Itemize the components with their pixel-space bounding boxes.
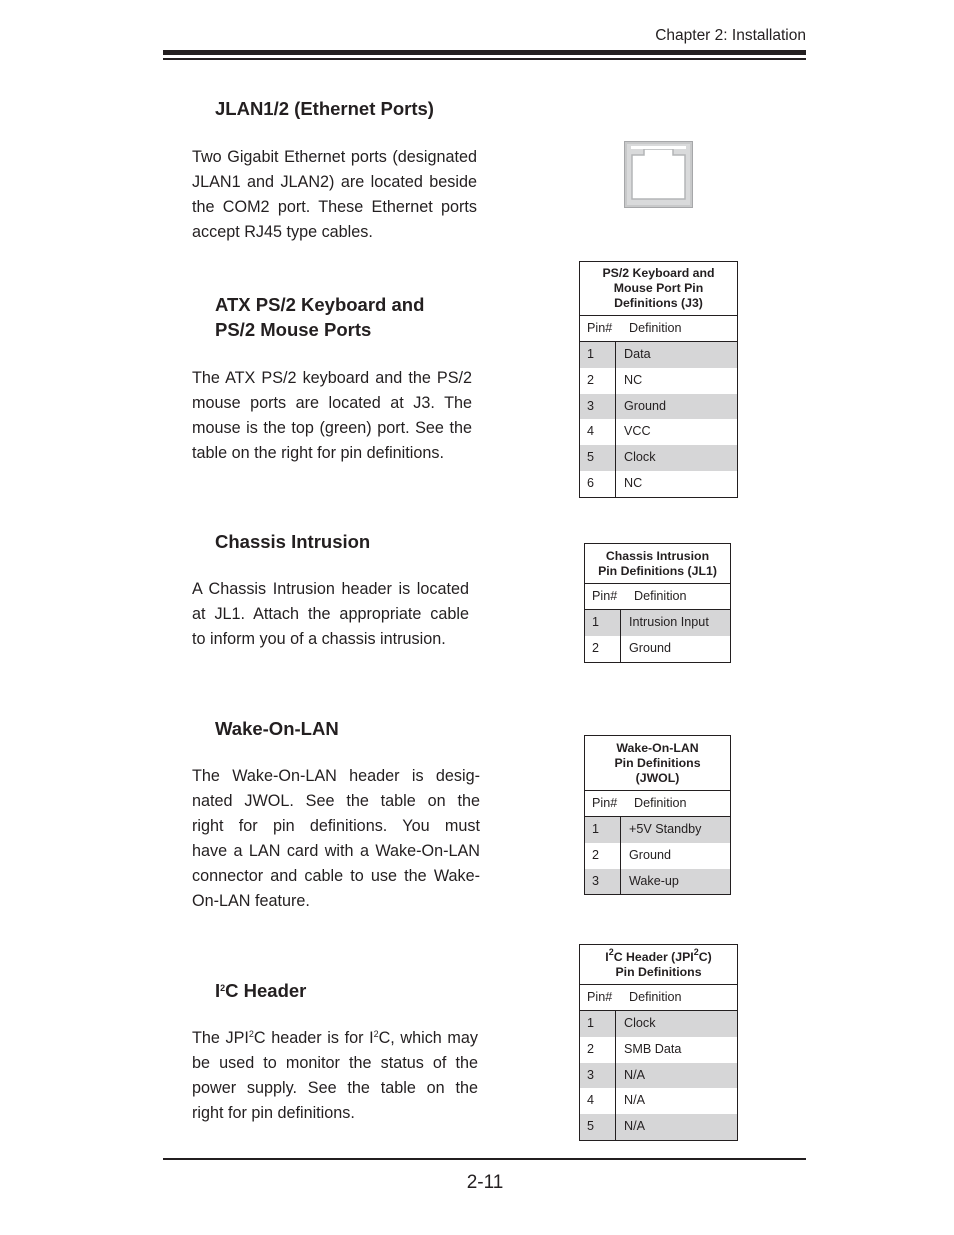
def-cell: VCC bbox=[624, 424, 651, 439]
table-title-line: Mouse Port Pin bbox=[613, 281, 704, 295]
section-heading-ps2 bbox=[215, 292, 424, 342]
def-cell: Ground bbox=[624, 398, 667, 413]
def-cell: SMB Data bbox=[624, 1041, 682, 1056]
section-heading-chassis: Chassis Intrusion bbox=[215, 531, 371, 552]
def-cell: N/A bbox=[624, 1067, 645, 1082]
def-cell: Wake-up bbox=[629, 873, 679, 888]
table-title-line: Chassis Intrusion bbox=[605, 549, 710, 563]
table-row bbox=[580, 1011, 737, 1037]
pin-cell: 4 bbox=[580, 1088, 616, 1114]
table-header bbox=[580, 985, 737, 1011]
text-line: JLAN1 and JLAN2) are located beside bbox=[192, 173, 477, 191]
footer-rule bbox=[163, 1158, 806, 1160]
text-line: The Wake-On-LAN header is desig- bbox=[192, 767, 480, 785]
text-part: C, which may bbox=[378, 1029, 478, 1047]
section-heading-wol: Wake-On-LAN bbox=[215, 718, 339, 739]
col-pin-header: Pin# bbox=[587, 990, 613, 1004]
text-line: have a LAN card with a Wake-On-LAN bbox=[192, 842, 480, 860]
table-row bbox=[580, 1063, 737, 1089]
ps2-pin-table bbox=[579, 261, 738, 498]
header-rule-thin bbox=[163, 58, 806, 60]
table-title-line: Pin Definitions bbox=[614, 756, 701, 770]
header-rule-thick bbox=[163, 50, 806, 55]
table-header bbox=[585, 791, 730, 817]
def-cell: Clock bbox=[624, 450, 656, 465]
superscript: 2 bbox=[248, 1029, 254, 1039]
table-row bbox=[585, 636, 730, 662]
table-title-line: Definitions (J3) bbox=[614, 296, 703, 310]
section-text-ps2 bbox=[192, 366, 472, 466]
text-line: mouse is the top (green) port. See the bbox=[192, 419, 472, 437]
pin-cell: 3 bbox=[580, 394, 616, 420]
table-row bbox=[580, 419, 737, 445]
pin-cell: 2 bbox=[585, 636, 621, 662]
text-line: right for pin definitions. bbox=[192, 1104, 355, 1122]
pin-cell: 2 bbox=[585, 843, 621, 869]
def-cell: Data bbox=[624, 347, 651, 361]
def-cell: Ground bbox=[629, 847, 672, 862]
text-line: to inform you of a chassis intrusion. bbox=[192, 630, 446, 648]
pin-cell: 5 bbox=[580, 445, 616, 471]
section-heading-jlan: JLAN1/2 (Ethernet Ports) bbox=[215, 98, 434, 119]
text-line: be used to monitor the status of the bbox=[192, 1054, 478, 1072]
chapter-title: Chapter 2: Installation bbox=[655, 27, 806, 44]
def-cell: NC bbox=[624, 372, 643, 387]
pin-cell: 1 bbox=[580, 342, 616, 368]
table-title-line: Wake-On-LAN bbox=[616, 741, 699, 755]
title-part: I bbox=[605, 950, 609, 964]
def-cell: N/A bbox=[624, 1119, 645, 1134]
table-row bbox=[580, 394, 737, 420]
text-line: nated JWOL. See the table on the bbox=[192, 792, 480, 810]
table-title-line: (JWOL) bbox=[635, 771, 680, 785]
col-pin-header: Pin# bbox=[587, 321, 613, 335]
text-line: power supply. See the table on the bbox=[192, 1079, 478, 1097]
i2c-pin-table bbox=[579, 944, 738, 1141]
def-cell: NC bbox=[624, 475, 643, 490]
pin-cell: 3 bbox=[580, 1063, 616, 1089]
text-line: Two Gigabit Ethernet ports (designated bbox=[192, 148, 477, 166]
table-row bbox=[580, 471, 737, 497]
heading-part: I bbox=[215, 980, 221, 1001]
table-title bbox=[585, 544, 730, 584]
table-title bbox=[580, 262, 737, 316]
col-def-header: Definition bbox=[629, 990, 682, 1004]
text-part: C header is for I bbox=[253, 1029, 374, 1047]
heading-part: C Header bbox=[225, 980, 307, 1001]
text-part: The JPI bbox=[192, 1029, 249, 1047]
heading-line: ATX PS/2 Keyboard and bbox=[215, 294, 425, 315]
superscript: 2 bbox=[220, 983, 226, 993]
text-line: accept RJ45 type cables. bbox=[192, 223, 373, 241]
rj45-port-icon bbox=[624, 141, 693, 208]
table-title-line: Pin Definitions (JL1) bbox=[598, 564, 717, 578]
wol-pin-table bbox=[584, 735, 731, 895]
text-line: On-LAN feature. bbox=[192, 892, 310, 910]
table-row bbox=[580, 1088, 737, 1114]
def-cell: Clock bbox=[624, 1016, 656, 1030]
table-title bbox=[580, 945, 737, 985]
text-line: the COM2 port. These Ethernet ports bbox=[192, 198, 477, 216]
title-part: C) bbox=[698, 950, 712, 964]
def-cell: Intrusion Input bbox=[629, 615, 709, 629]
chassis-pin-table bbox=[584, 543, 731, 663]
def-cell: N/A bbox=[624, 1093, 645, 1108]
text-line: right for pin definitions. You must bbox=[192, 817, 480, 835]
def-cell: +5V Standby bbox=[629, 822, 702, 836]
table-title-line: PS/2 Keyboard and bbox=[602, 266, 715, 280]
page-number: 2-11 bbox=[466, 1172, 504, 1193]
pin-cell: 1 bbox=[585, 817, 621, 843]
text-line: connector and cable to use the Wake- bbox=[192, 867, 480, 885]
section-text-i2c bbox=[192, 1026, 478, 1126]
text-line: at JL1. Attach the appropriate cable bbox=[192, 605, 469, 623]
section-text-jlan bbox=[192, 145, 477, 245]
table-row bbox=[585, 843, 730, 869]
text-line: A Chassis Intrusion header is located bbox=[192, 580, 469, 598]
pin-cell: 1 bbox=[580, 1011, 616, 1037]
table-row bbox=[580, 368, 737, 394]
table-row bbox=[580, 445, 737, 471]
section-heading-i2c bbox=[215, 978, 306, 1003]
pin-cell: 3 bbox=[585, 869, 621, 895]
text-line: The ATX PS/2 keyboard and the PS/2 bbox=[192, 369, 472, 387]
table-row bbox=[580, 1037, 737, 1063]
section-text-chassis bbox=[192, 577, 469, 652]
title-part: C Header (JPI bbox=[613, 950, 694, 964]
col-def-header: Definition bbox=[629, 321, 682, 335]
superscript: 2 bbox=[693, 947, 699, 957]
col-def-header: Definition bbox=[634, 796, 687, 810]
text-line: mouse ports are located at J3. The bbox=[192, 394, 472, 412]
pin-cell: 6 bbox=[580, 471, 616, 497]
pin-cell: 2 bbox=[580, 1037, 616, 1063]
table-row bbox=[585, 610, 730, 636]
text-line: table on the right for pin definitions. bbox=[192, 444, 444, 462]
text-line bbox=[192, 1026, 478, 1051]
col-def-header: Definition bbox=[634, 589, 687, 603]
table-title-line bbox=[580, 947, 737, 965]
table-row bbox=[585, 817, 730, 843]
table-header bbox=[585, 584, 730, 610]
def-cell: Ground bbox=[629, 640, 672, 655]
heading-line: PS/2 Mouse Ports bbox=[215, 319, 372, 340]
table-title-line: Pin Definitions bbox=[615, 965, 702, 979]
pin-cell: 2 bbox=[580, 368, 616, 394]
table-title bbox=[585, 736, 730, 791]
pin-cell: 5 bbox=[580, 1114, 616, 1140]
col-pin-header: Pin# bbox=[592, 589, 618, 603]
table-row bbox=[580, 1114, 737, 1140]
table-row bbox=[580, 342, 737, 368]
section-text-wol bbox=[192, 764, 480, 914]
superscript: 2 bbox=[608, 947, 614, 957]
pin-cell: 4 bbox=[580, 419, 616, 445]
pin-cell: 1 bbox=[585, 610, 621, 636]
table-header bbox=[580, 316, 737, 342]
superscript: 2 bbox=[373, 1029, 379, 1039]
table-row bbox=[585, 869, 730, 895]
col-pin-header: Pin# bbox=[592, 796, 618, 810]
